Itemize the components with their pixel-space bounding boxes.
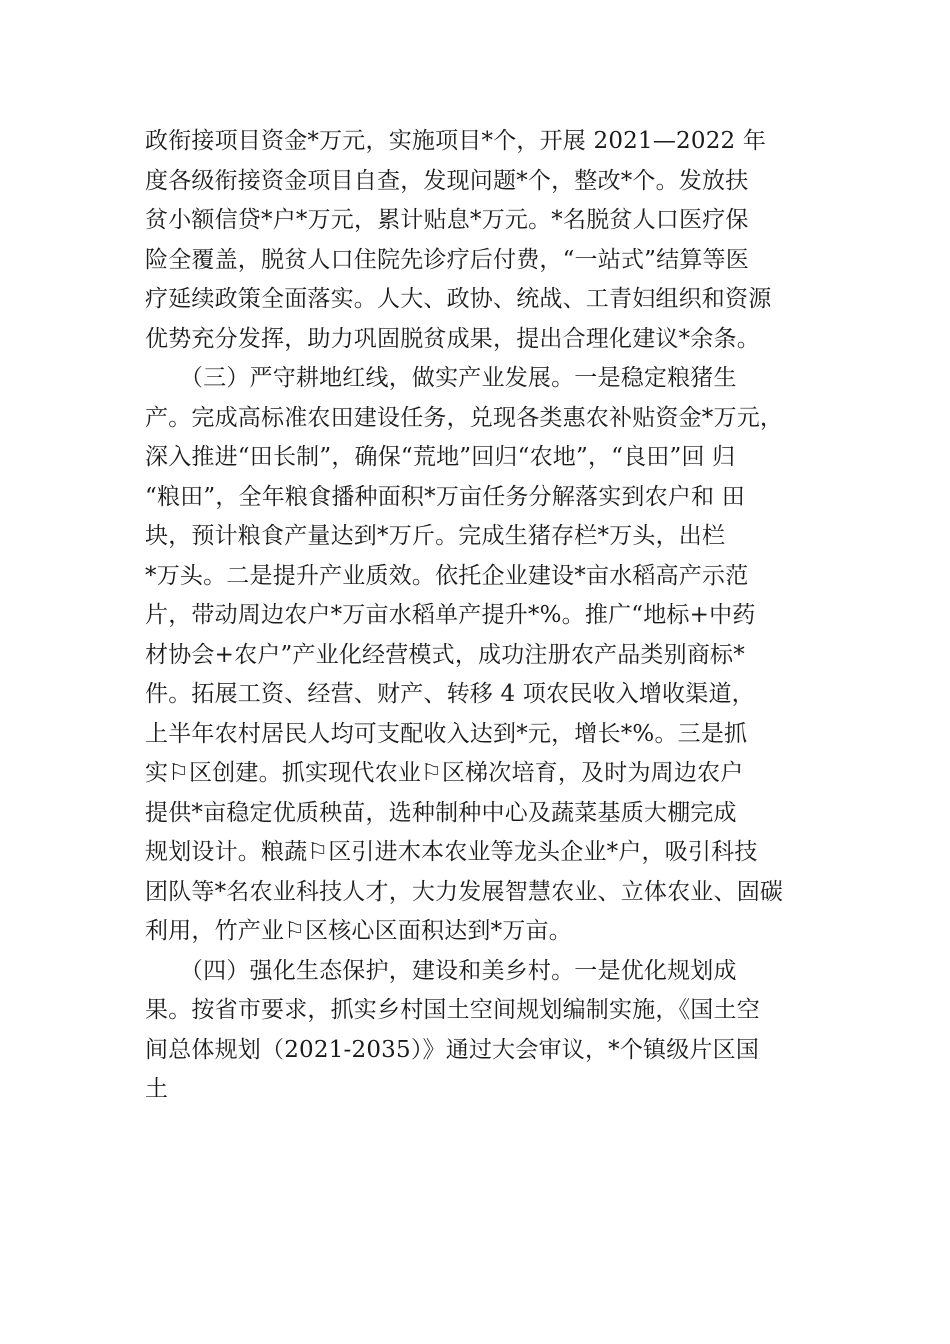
- text-line: 利用，竹产业⚐区核心区面积达到*万亩。: [145, 918, 572, 944]
- text-line: *万头。二是提升产业质效。依托企业建设*亩水稻高产示范: [145, 562, 749, 589]
- section-heading-line: （四）强化生态保护，建设和美乡村。一是优化规划成: [145, 957, 737, 984]
- text-line: 块，预计粮食产量达到*万斤。完成生猪存栏*万头，出栏: [145, 523, 726, 549]
- text-line: 深入推进“田长制”，确保“荒地”回归“农地”，“良田”回 归: [145, 444, 736, 470]
- text-line: “粮田”，全年粮食播种面积*万亩任务分解落实到农户和 田: [145, 483, 745, 510]
- text-line: 提供*亩稳定优质秧苗，选种制种中心及蔬菜基质大棚完成: [145, 799, 737, 826]
- text-line: 贫小额信贷*户*万元，累计贴息*万元。*名脱贫人口医疗保: [145, 207, 749, 233]
- text-line: 件。拓展工资、经营、财产、转移 4 项农民收入增收渠道，: [145, 681, 755, 707]
- text-line: 团队等*名农业科技人才，大力发展智慧农业、立体农业、固碳: [145, 878, 784, 905]
- text-line: 政衔接项目资金*万元，实施项目*个，开展 2021—2022 年: [145, 128, 767, 154]
- text-line: 果。按省市要求，抓实乡村国土空间规划编制实施，《国土空: [145, 997, 760, 1023]
- text-line: 险全覆盖，脱贫人口住院先诊疗后付费，“一站式”结算等医: [145, 246, 749, 273]
- body-text: [145, 122, 835, 1110]
- section-heading-line: （三）严守耕地红线，做实产业发展。一是稳定粮猪生: [145, 365, 737, 391]
- text-line: 间总体规划（2021-2035）》通过大会审议，*个镇级片区国: [145, 1036, 760, 1063]
- text-line: 优势充分发挥，助力巩固脱贫成果，提出合理化建议*余条。: [145, 325, 760, 352]
- text-line: 土: [145, 1076, 169, 1102]
- text-line: 上半年农村居民人均可支配收入达到*元，增长*%。三是抓: [145, 720, 748, 747]
- text-line: 规划设计。粮蔬⚐区引进木本农业等龙头企业*户，吸引科技: [145, 839, 758, 865]
- text-line: 产。完成高标准农田建设任务，兑现各类惠农补贴资金*万元，: [145, 404, 784, 431]
- text-line: 疗延续政策全面落实。人大、政协、统战、工青妇组织和资源: [145, 286, 772, 312]
- text-line: 片，带动周边农户*万亩水稻单产提升*%。推广“地标+中药: [145, 602, 756, 628]
- text-line: 度各级衔接资金项目自查，发现问题*个，整改*个。发放扶: [145, 167, 749, 194]
- text-line: 材协会+农户”产业化经营模式，成功注册农产品类别商标*: [145, 641, 745, 668]
- text-line: 实⚐区创建。抓实现代农业⚐区梯次培育，及时为周边农户: [145, 760, 744, 786]
